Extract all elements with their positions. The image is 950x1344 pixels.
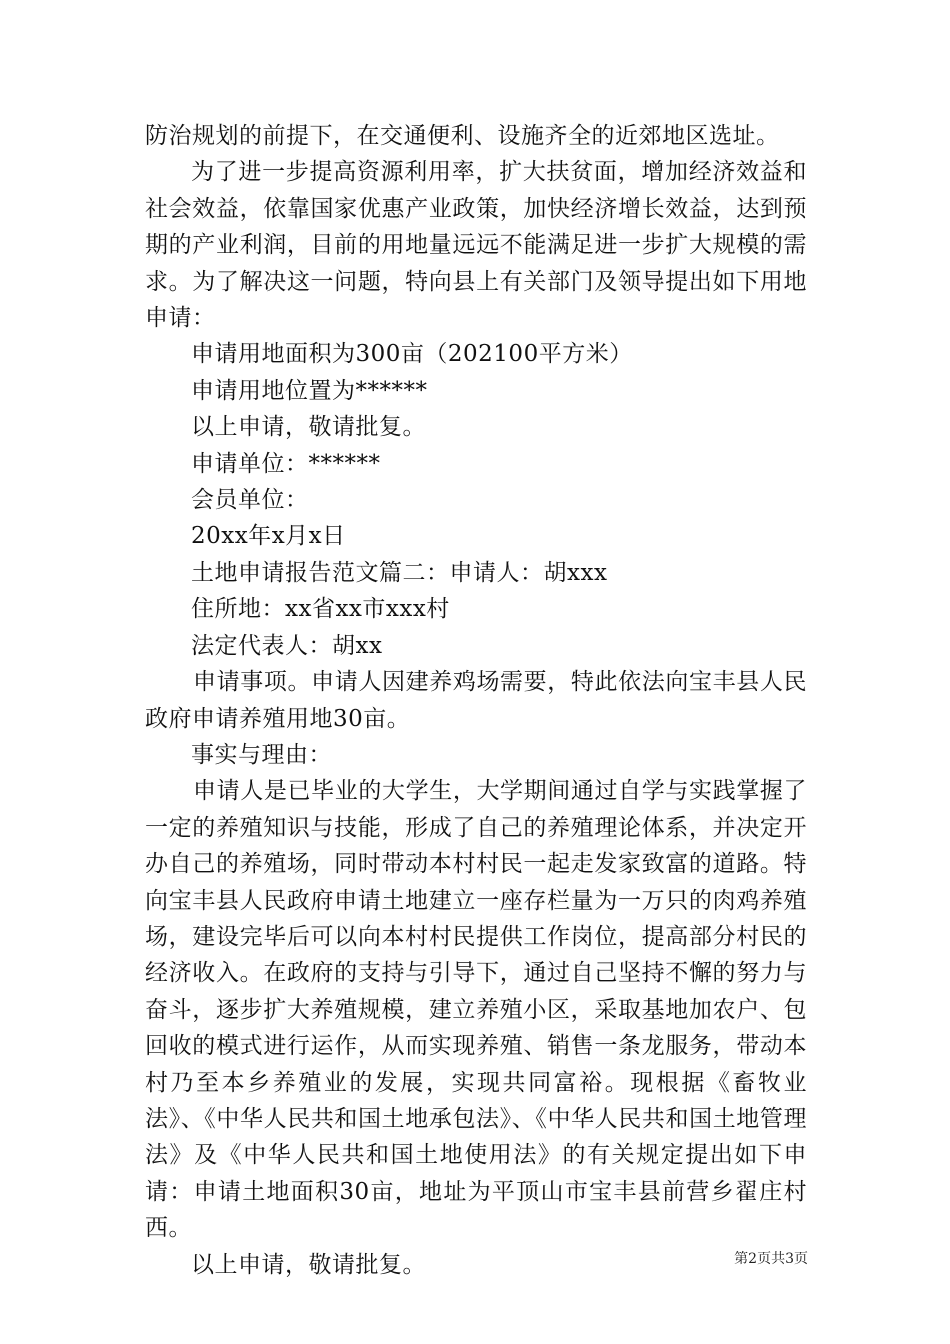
paragraph-sample-two-title: 土地申请报告范文篇二：申请人：胡xxx: [191, 559, 608, 586]
paragraph-area: 申请用地面积为300亩（202100平方米）: [191, 341, 633, 368]
document-body: [145, 118, 807, 1283]
paragraph-closing: 以上申请，敬请批复。: [191, 1251, 426, 1278]
page-number: 第2页共3页: [734, 1251, 808, 1267]
paragraph-purpose: 为了进一步提高资源利用率，扩大扶贫面，增加经济效益和社会效益，依靠国家优惠产业政策，加快经济增长效益，达到预期的产业利润，目前的用地量远远不能满足进一步扩大规模的需求。为了解决这一问题，特向县上有关部门及领导提出如下用地申请：: [145, 159, 807, 332]
paragraph-member-unit: 会员单位：: [191, 487, 309, 514]
paragraph-facts-heading: 事实与理由：: [191, 741, 332, 768]
paragraph-request-approval: 以上申请，敬请批复。: [191, 414, 426, 441]
paragraph-facts-body: 申请人是已毕业的大学生，大学期间通过自学与实践掌握了一定的养殖知识与技能，形成了自己的养殖理论体系，并决定开办自己的养殖场，同时带动本村村民一起走发家致富的道路。特向宝丰县人民政府申请土地建立一座存栏量为一万只的肉鸡养殖场，建设完毕后可以向本村村民提供工作岗位，提高部分村民的经济收入。在政府的支持与引导下，通过自己坚持不懈的努力与奋斗，逐步扩大养殖规模，建立养殖小区，采取基地加农户、包回收的模式进行运作，从而实现养殖、销售一条龙服务，带动本村乃至本乡养殖业的发展，实现共同富裕。现根据《畜牧业法》、《中华人民共和国土地承包法》、《中华人民共和国土地管理法》及《中华人民共和国土地使用法》的有关规定提出如下申请：申请土地面积30亩，地址为平顶山市宝丰县前营乡翟庄村西。: [145, 778, 807, 1242]
paragraph-location: 申请用地位置为******: [191, 377, 428, 404]
paragraph-residence: 住所地：xx省xx市xxx村: [191, 596, 450, 623]
paragraph-request-matter: 申请事项。申请人因建养鸡场需要，特此依法向宝丰县人民政府申请养殖用地30亩。: [145, 669, 807, 732]
paragraph-continuation: 防治规划的前提下，在交通便利、设施齐全的近郊地区选址。: [145, 123, 780, 149]
paragraph-date: 20xx年x月x日: [191, 523, 346, 550]
paragraph-applicant-unit: 申请单位：******: [191, 450, 381, 477]
paragraph-legal-representative: 法定代表人：胡xx: [191, 632, 383, 659]
